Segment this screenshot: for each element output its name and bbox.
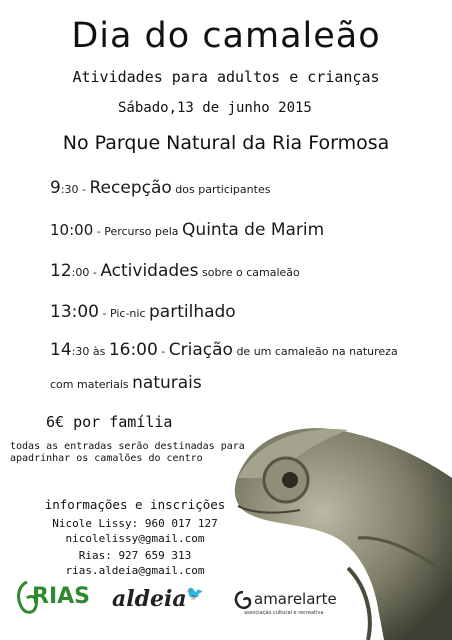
aldeia-logo: aldeia 🐦	[112, 586, 204, 612]
contacts-title: informações e inscrições	[44, 497, 226, 512]
contact-phone-rias: Rias: 927 659 313	[78, 549, 192, 562]
contact-email-nicole: nicolelissy@gmail.com	[65, 532, 205, 545]
bird-icon: 🐦	[186, 586, 204, 602]
schedule-row: 12:00 - Actividades sobre o camaleão	[50, 261, 300, 281]
amarelarte-logo: amarelarte associação cultural e recreativa	[232, 588, 352, 624]
rias-logo: RIAS	[14, 580, 84, 620]
schedule-row: 14:30 às 16:00 - Criação de um camaleão na natureza	[50, 340, 398, 360]
donation-note: todas as entradas serão destinadas para apadrinhar os camalões do centro	[10, 441, 245, 464]
schedule-row: 9:30 - Recepção dos participantes	[50, 178, 271, 198]
poster-title: Dia do camaleão	[71, 16, 381, 56]
poster-subtitle: Atividades para adultos e crianças	[72, 68, 380, 86]
schedule-row: 13:00 - Pic-nic partilhado	[50, 302, 236, 322]
price-label: 6€ por família	[46, 413, 173, 431]
event-date: Sábado,13 de junho 2015	[118, 100, 312, 116]
event-place: No Parque Natural da Ria Formosa	[62, 132, 390, 154]
amarelarte-swirl-icon	[232, 590, 254, 612]
contact-email-rias: rias.aldeia@gmail.com	[65, 564, 205, 577]
contact-phone-nicole: Nicole Lissy: 960 017 127	[52, 517, 218, 530]
schedule-row: com materiais naturais	[50, 373, 202, 393]
schedule-row: 10:00 - Percurso pela Quinta de Marim	[50, 220, 325, 240]
